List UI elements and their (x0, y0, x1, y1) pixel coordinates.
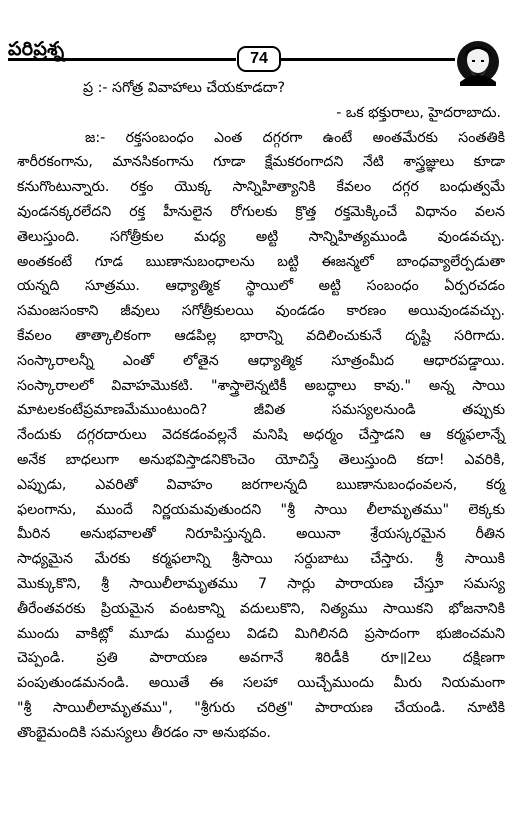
answer-line: సంస్కారాలన్నీ ఎంతో లోతైన ఆధ్యాత్మిక సూత్రంమీద ఆధారపడ్డాయి. (17, 352, 505, 369)
answer-line: కనుగొంటున్నారు. రక్తం యొక్క సాన్నిహిత్యానికి కేవలం దగ్గర బంధుత్వమే (17, 179, 505, 196)
article-body (17, 76, 505, 746)
page-number: 74 (237, 46, 281, 72)
answer-line: జ:- రక్తసంబంధం ఎంత దగ్గరగా ఉంటే అంతమేరకు సంతతికి (85, 129, 505, 146)
answer-line: ముందు వాకిట్లో మూడు ముద్దలు విడచి మిగిలినది ప్రసాదంగా భుజించమని (17, 625, 505, 642)
answer-line: సాధ్యమైన మేరకు కర్మఫలాన్ని శ్రీసాయి సర్దుబాటు చేస్తారు. శ్రీ సాయికి (17, 551, 505, 568)
answer-line: తెలుస్తుంది. సగోత్రీకుల మధ్య అట్టి సాన్నిహిత్యముండి వుండవచ్చు. (17, 228, 505, 245)
answer-line: మాటలకంటేప్రమాణమేముంటుంది? జీవిత సమస్యలనుండి తప్పుకు (17, 402, 505, 419)
answer-line: అంతకంటే గూడ ఋణానుబంధాలను బట్టి ఈజన్మలో బాంధవ్యాలేర్పడుతా (17, 253, 505, 270)
answer-line: "శ్రీ సాయిలీలామృతము", "శ్రీగురు చరిత్ర" పారాయణ చేయండి. నూటికి (17, 699, 505, 716)
section-title: పరిప్రశ్న (8, 38, 65, 60)
answer-line: వుండనక్కరలేదని రక్త హీనులైన రోగులకు క్రొత్త రక్తమెక్కించే విధానం వలన (17, 203, 505, 220)
answer-line: తొంభైమందికి సమస్యలు తీరడం నా అనుభవం. (17, 724, 271, 741)
answer-line: చెప్పండి. ప్రతి పారాయణ అవగానే శిరిడీకి రూ॥2లు దక్షిణగా (17, 650, 505, 667)
page-header (0, 0, 520, 80)
answer-line: పంపుతుండమనండి. అయితే ఈ సలహా యిచ్చేముందు మీరు నియమంగా (17, 675, 505, 692)
answer-line: అనేక బాధలుగా అనుభవిస్తాడనికొంచెం యోచిస్తే తెలుస్తుంది కదా! ఎవరికి, (17, 451, 505, 468)
answer-paragraph (17, 126, 505, 746)
answer-line: ఫలంగాను, ముందే నిర్ణయమవుతుందని "శ్రీ సాయి లీలామృతము" లెక్కకు (17, 501, 505, 518)
answer-line: ఎప్పుడు, ఎవరితో వివాహం జరగాలన్నది ఋణానుబంధంవలన, కర్మ (17, 476, 505, 493)
answer-line: మీరిన అనుభవాలతో నిరూపిస్తున్నది. అయినా శ్రేయస్కరమైన రీతిన (17, 526, 505, 543)
answer-line: యన్నది సూత్రము. ఆధ్యాత్మిక స్థాయిలో అట్టి సంబంధం ఏర్పరచడం (17, 278, 505, 295)
header-rule-left (8, 58, 236, 61)
answer-line: సంస్కారాలలో వివాహమొకటి. "శాస్త్రాలెన్నటికీ అబద్ధాలు కావు." అన్న సాయి (17, 377, 505, 394)
answer-line: కేవలం తాత్కాలికంగా ఆడపిల్ల భారాన్ని వదిలించుకునే దృష్టి సరిగాదు. (17, 327, 505, 344)
answer-line: మొక్కుకొని, శ్రీ సాయిలీలామృతము 7 సార్లు పారాయణ చేస్తూ సమస్య (17, 575, 505, 592)
asker-attribution: - ఒక భక్తురాలు, హైదరాబాదు. (336, 104, 501, 121)
answer-line: శారీరకంగాను, మానసికంగాను గూడా క్షేమకరంగాదని నేటి శాస్త్రజ్ఞులు కూడా (17, 154, 505, 171)
question-text: ప్ర :- సగోత్ర వివాహాలు చేయకూడదా? (83, 80, 286, 96)
answer-line: తీరేంతవరకు ప్రియమైన వంటకాన్ని వదులుకొని, నిత్యము సాయికని భోజనానికి (17, 600, 505, 617)
header-rule-right (277, 58, 455, 61)
answer-line: సమంజసంకాని జీవులు సగోత్రీకులయి వుండడం కారణం అయివుండవచ్చు. (17, 303, 505, 320)
answer-line: నేందుకు దగ్గరదారులు వెదకడంవల్లనే మనిషి అధర్మం చేస్తాడని ఆ కర్మఫలాన్నే (17, 427, 505, 444)
